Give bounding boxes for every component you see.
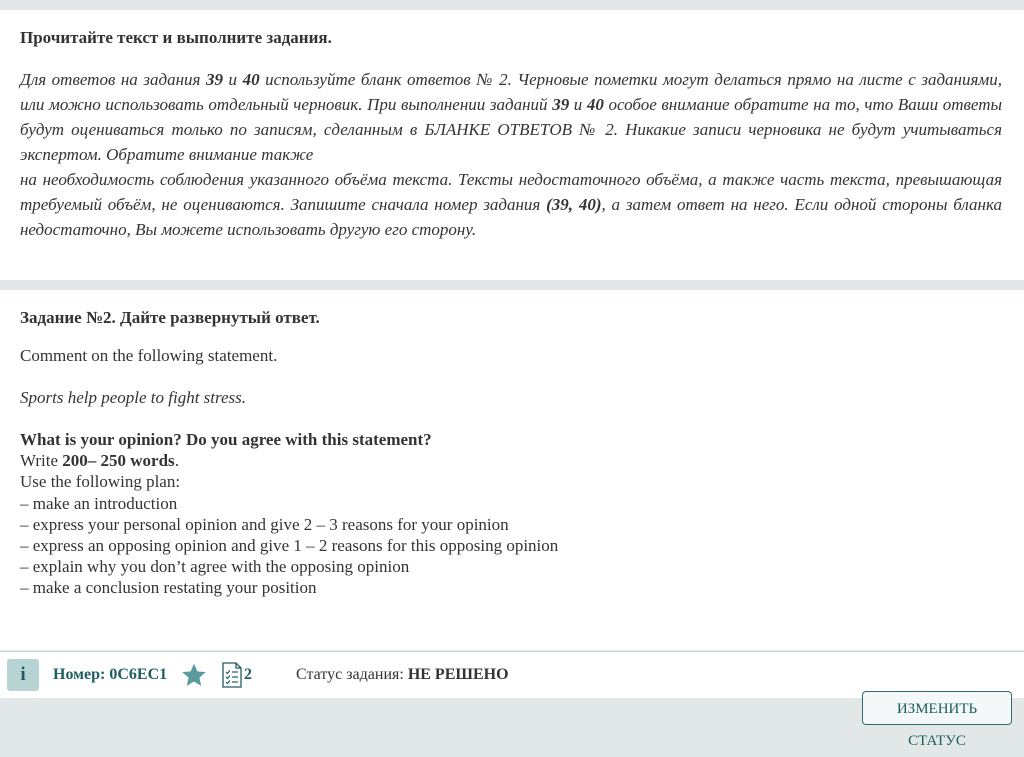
star-icon[interactable]	[181, 662, 207, 688]
task-question: What is your opinion? Do you agree with this statement?	[20, 430, 432, 449]
change-status-button[interactable]: ИЗМЕНИТЬ СТАТУС	[862, 691, 1012, 725]
plan-intro: Use the following plan:	[20, 472, 181, 491]
task-statement: Sports help people to fight stress.	[20, 388, 247, 407]
word-count-instruction: Write 200– 250 words.	[20, 451, 179, 470]
plan-item: – make an introduction	[20, 494, 178, 513]
instructions-text	[20, 67, 1002, 242]
instructions-paragraph-1: Для ответов на задания 39 и 40 используйте бланк ответов № 2. Черновые пометки могут делаться прямо на листе с заданиями, или можно использовать отдельный черновик. При выполнении заданий 39 и 40 особое внимание обратите на то, что Ваши ответы будут оцениваться только по записям, сделанным в БЛАНКЕ ОТВЕТОВ № 2. Никакие записи черновика не будут учитываться экспертом. Обратите внимание также	[20, 70, 1003, 164]
instructions-panel	[0, 10, 1024, 280]
plan-item: – express an opposing opinion and give 1 – 2 reasons for this opposing opinion	[20, 536, 559, 555]
status-label: Статус задания:	[296, 666, 408, 683]
plan-item: – make a conclusion restating your position	[20, 578, 317, 597]
checklist-icon[interactable]	[221, 662, 243, 688]
task-comment: Comment on the following statement.	[20, 346, 278, 365]
task-status	[296, 666, 509, 684]
solutions-count[interactable]: 2	[244, 666, 252, 683]
plan-list	[20, 493, 558, 598]
instructions-paragraph-2: на необходимость соблюдения указанного объёма текста. Тексты недостаточного объёма, а также часть текста, превышающая требуемый объём, не оцениваются. Запишите сначала номер задания (39, 40), а затем ответ на него. Если одной стороны бланка недостаточно, Вы можете использовать другую его сторону.	[20, 170, 1002, 239]
status-value: НЕ РЕШЕНО	[407, 666, 509, 683]
plan-item: – express your personal opinion and give 2 – 3 reasons for your opinion	[20, 515, 509, 534]
task-panel	[0, 290, 1024, 650]
info-button[interactable]: i	[7, 659, 39, 691]
instructions-heading: Прочитайте текст и выполните задания.	[20, 28, 332, 47]
plan-item: – explain why you don’t agree with the opposing opinion	[20, 557, 410, 576]
task-number: Номер: 0C6EC1	[53, 666, 168, 683]
task-heading: Задание №2. Дайте развернутый ответ.	[20, 308, 320, 327]
